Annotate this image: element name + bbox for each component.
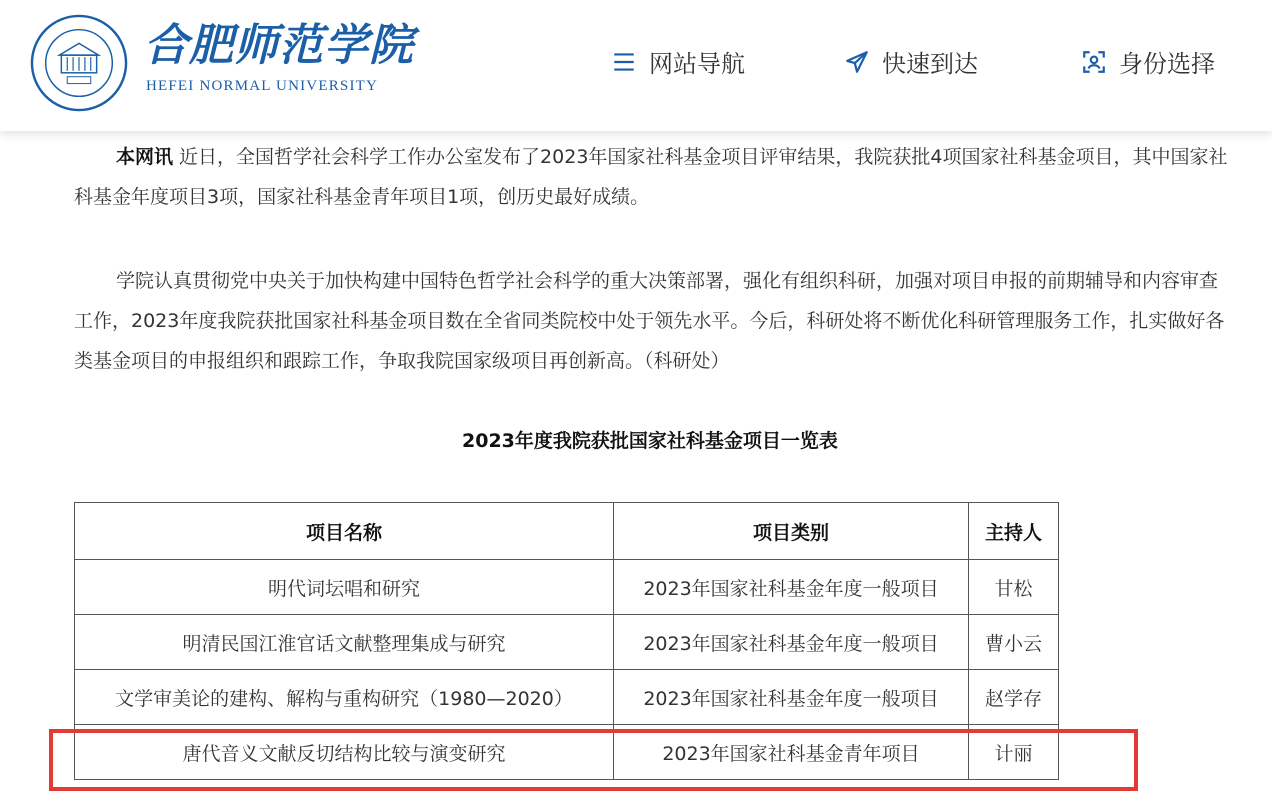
- table-title: 2023年度我院获批国家社科基金项目一览表: [462, 430, 838, 452]
- nav-site-navigation[interactable]: [611, 44, 745, 79]
- university-name-en[interactable]: HEFEI NORMAL UNIVERSITY: [146, 78, 379, 94]
- user-scan-icon: [1081, 49, 1107, 75]
- header-project-name: 项目名称: [75, 503, 614, 560]
- cell-project-category: 2023年国家社科基金年度一般项目: [614, 670, 969, 725]
- cell-host: 计丽: [969, 725, 1059, 780]
- cell-host: 甘松: [969, 560, 1059, 615]
- nav-identity-select[interactable]: [1081, 44, 1215, 79]
- table-row: [75, 670, 1059, 725]
- nav-quick-access[interactable]: [844, 44, 978, 79]
- site-header: [0, 0, 1272, 131]
- cell-project-name: 明代词坛唱和研究: [75, 560, 614, 615]
- cell-project-name: 唐代音义文献反切结构比较与演变研究: [75, 725, 614, 780]
- menu-icon: [611, 49, 637, 75]
- paragraph-text: 学院认真贯彻党中央关于加快构建中国特色哲学社会科学的重大决策部署，强化有组织科研，加强对项目申报的前期辅导和内容审查工作，2023年度我院获批国家社科基金项目数在全省同类院校中处于领先水平。今后，科研处将不断优化科研管理服务工作，扎实做好各类基金项目的申报组织和跟踪工作，争取我院国家级项目再创新高。（科研处）: [74, 270, 1225, 372]
- cell-project-name: 文学审美论的建构、解构与重构研究（1980—2020）: [75, 670, 614, 725]
- university-seal-logo[interactable]: [30, 14, 128, 112]
- header-host: 主持人: [969, 503, 1059, 560]
- paragraph-text: 近日，全国哲学社会科学工作办公室发布了2023年国家社科基金项目评审结果，我院获批4项国家社科基金项目，其中国家社科基金年度项目3项，国家社科基金青年项目1项，创历史最好成绩。: [74, 146, 1228, 208]
- nav-label: 网站导航: [649, 50, 745, 78]
- project-table: [74, 502, 1059, 780]
- cell-host: 曹小云: [969, 615, 1059, 670]
- table-row: [75, 560, 1059, 615]
- nav-label: 身份选择: [1119, 50, 1215, 78]
- cell-project-category: 2023年国家社科基金青年项目: [614, 725, 969, 780]
- header-project-category: 项目类别: [614, 503, 969, 560]
- news-source-label: 本网讯: [116, 146, 174, 168]
- nav-label: 快速到达: [882, 50, 978, 78]
- table-header-row: [75, 503, 1059, 560]
- table-row: [75, 615, 1059, 670]
- cell-project-name: 明清民国江淮官话文献整理集成与研究: [75, 615, 614, 670]
- cell-project-category: 2023年国家社科基金年度一般项目: [614, 560, 969, 615]
- cell-host: 赵学存: [969, 670, 1059, 725]
- send-icon: [844, 49, 870, 75]
- table-row: [75, 725, 1059, 780]
- article-paragraph-1: [74, 137, 1230, 217]
- university-name-cn[interactable]: 合肥师范学院: [144, 20, 414, 71]
- article-paragraph-2: [74, 261, 1230, 381]
- cell-project-category: 2023年国家社科基金年度一般项目: [614, 615, 969, 670]
